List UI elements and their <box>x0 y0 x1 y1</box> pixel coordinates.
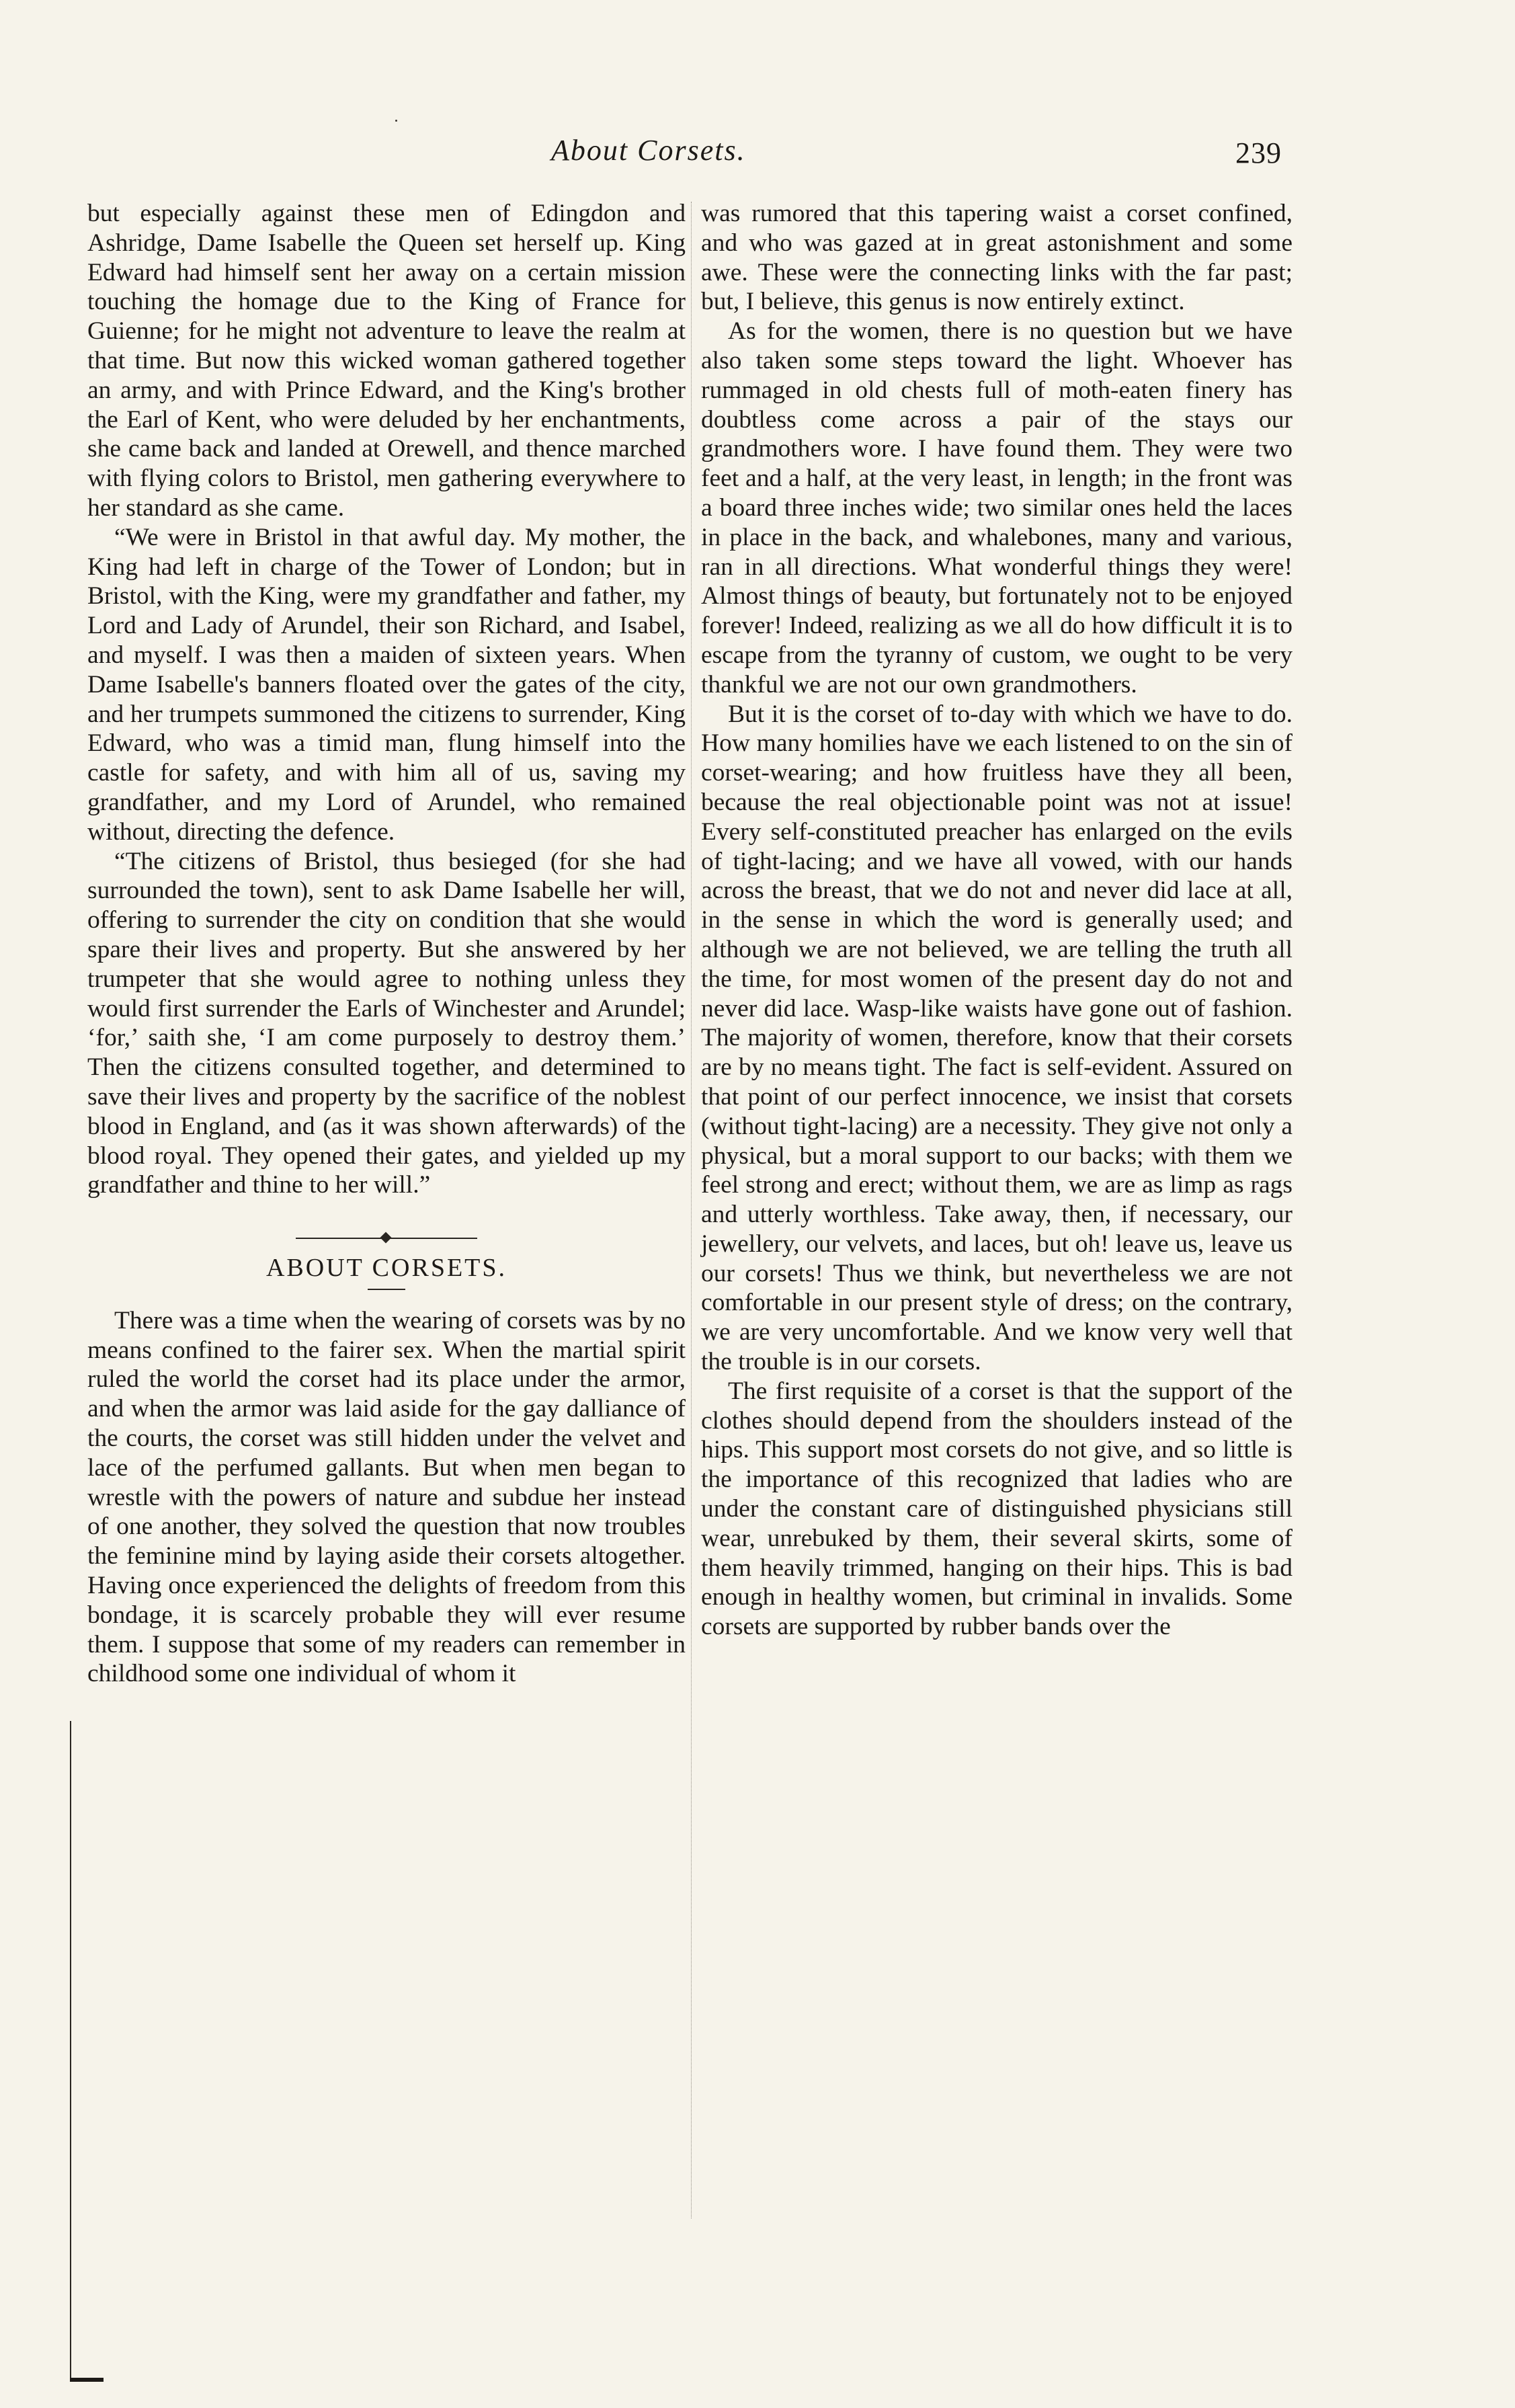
left-column <box>87 199 686 1689</box>
margin-rule <box>70 1721 71 2380</box>
body-paragraph: was rumored that this tapering waist a corset confined, and who was gazed at in great astonishment and some awe. These were the connecting links with the far past; but, I believe, this genus is now entirely extinct. <box>701 200 1293 316</box>
column-divider <box>691 202 692 2218</box>
right-column <box>701 199 1293 1642</box>
body-paragraph: But it is the corset of to-day with which we have to do. How many homilies have we each listened to on the sin of corset-wearing; and how fruitless have they all been, because the real objectionable point was not at issue! Every self-constituted preacher has enlarged on the evils of tight-lacing; and we have all vowed, with our hands across the breast, that we do not and never did lace at all, in the sense in which the word is generally used; and although we are not believed, we are telling the truth all the time, for most women of the present day do not and never did lace. Wasp-like waists have gone out of fashion. The majority of women, therefore, know that their corsets are by no means tight. The fact is self-evident. Assured on that point of our perfect innocence, we insist that corsets (without tight-lacing) are a necessity. They give not only a physical, but a moral support to our backs; with them we feel strong and erect; without them, we are as limp as rags and utterly worthless. Take away, then, if necessary, our jewellery, our velvets, and laces, but oh! leave us, leave us our corsets! Thus we think, but nevertheless we are not comfortable in our present style of dress; on the contrary, we are very uncomfortable. And we know very well that the trouble is in our corsets. <box>701 700 1293 1376</box>
body-paragraph: As for the women, there is no question but we have also taken some steps toward the light. Whoever has rummaged in old chests full of moth-eaten finery has doubtless come across a pair of the stays our grandmothers wore. I have found them. They were two feet and a half, at the very least, in length; in the front was a board three inches wide; two similar ones held the laces in place in the back, and whalebones, many and various, ran in all directions. What wonderful things they were! Almost things of beauty, but fortunately not to be enjoyed forever! Indeed, realizing as we all do how difficult it is to escape from the tyranny of custom, we ought to be very thankful we are not our own grandmothers. <box>701 317 1293 698</box>
title-underline <box>368 1289 405 1290</box>
ornament-diamond-icon <box>380 1232 392 1244</box>
running-title: About Corsets. <box>551 134 746 167</box>
body-paragraph: “We were in Bristol in that awful day. My mother, the King had left in charge of the Tower of London; but in Bristol, with the King, were my grandfather and father, my Lord and Lady of Arundel, their son Richard, and Isabel, and myself. I was then a maiden of sixteen years. When Dame Isabelle's banners floated over the gates of the city, and her trumpets summoned the citizens to surrender, King Edward, who was a timid man, flung himself into the castle for safety, and with him all of us, saving my grandfather, and my Lord of Arundel, who remained without, directing the defence. <box>87 523 686 846</box>
section-title: ABOUT CORSETS. <box>265 1254 507 1283</box>
body-paragraph: “The citizens of Bristol, thus besieged (for she had surrounded the town), sent to ask Dame Isabelle her will, offering to surrender the city on condition that she would spare their lives and property. But she answered by her trumpeter that she would agree to nothing unless they would first surrender the Earls of Winchester and Arundel; ‘for,’ saith she, ‘I am come purposely to destroy them.’ Then the citizens consulted together, and determined to save their lives and property by the sacrifice of the noblest blood in England, and (as it was shown afterwards) of the blood royal. They opened their gates, and yielded up my grandfather and thine to her will.” <box>87 847 686 1199</box>
body-paragraph: There was a time when the wearing of corsets was by no means confined to the fairer sex. When the martial spirit ruled the world the corset had its place under the armor, and when the armor was laid aside for the gay dalliance of the courts, the corset was still hidden under the velvet and lace of the perfumed gallants. But when men began to wrestle with the powers of nature and subdue her instead of one another, they solved the question that now troubles the feminine mind by laying aside their corsets altogether. Having once experienced the delights of freedom from this bondage, it is scarcely probable they will ever resume them. I suppose that some of my readers can remember in childhood some one individual of whom it <box>87 1306 686 1688</box>
body-paragraph: but especially against these men of Edingdon and Ashridge, Dame Isabelle the Queen set herself up. King Edward had himself sent her away on a certain mission touching the homage due to the King of France for Guienne; for he might not adventure to leave the realm at that time. But now this wicked woman gathered together an army, and with Prince Edward, and the King's brother the Earl of Kent, who were deluded by her enchantments, she came back and landed at Orewell, and thence marched with flying colors to Bristol, men gathering everywhere to her standard as she came. <box>87 200 686 522</box>
margin-corner <box>70 2378 104 2382</box>
body-paragraph: The first requisite of a corset is that the support of the clothes should depend from the shoulders instead of the hips. This support most corsets do not give, and so little is the importance of this recognized that ladies who are under the constant care of distinguished physicians still wear, unrebuked by them, their several skirts, some of them heavily trimmed, hanging on their hips. This is bad enough in healthy women, but criminal in invalids. Some corsets are supported by rubber bands over the <box>701 1377 1293 1641</box>
page-number: 239 <box>1235 136 1282 169</box>
margin-speck <box>395 120 397 122</box>
section-divider <box>296 1238 477 1239</box>
